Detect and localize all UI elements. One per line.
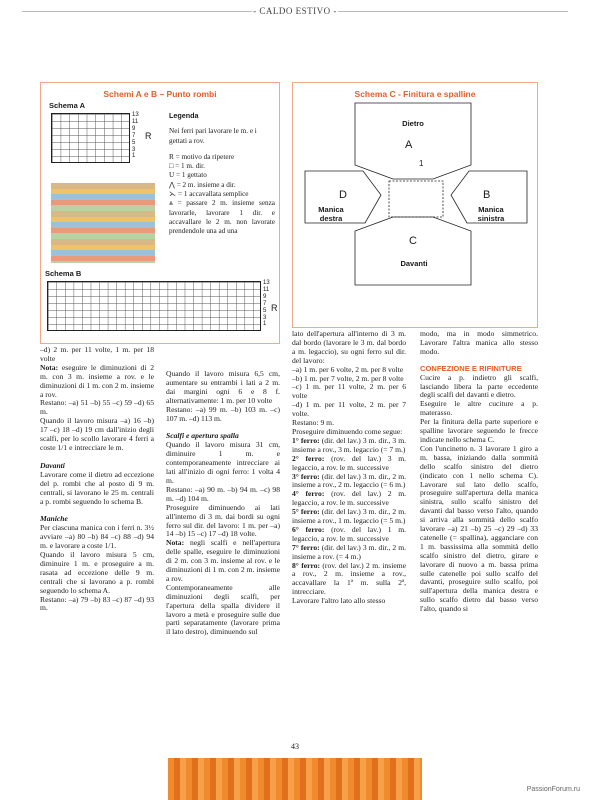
knit-texture-photo (168, 758, 422, 800)
schema-ab-box (40, 82, 280, 344)
page-number: 43 (291, 742, 299, 751)
legend-item-k2tog: ⋀ = 2 m. insieme a dir. (169, 180, 236, 189)
text-column-2: Quando il lavoro misura 6,5 cm, aumentare su entrambi i lati a 2 m. dai margini ogni 6 e 8 f. alternativamente: 1 m. per 10 volte Restano: –a) 99 m. –b) 103 m. –c) 107 m. –d) 113 m. Scalfi e apertura spalla Quando il lavoro misura 31 cm, diminuire 1 m. e contemporaneamente intrecciare ai lati all'inizio di ogni ferro: 1 volta 4 m. Restano: –a) 90 m. –b) 94 m. –c) 98 m. –d) 104 m. Proseguire diminuendo ai lati all'interno di 3 m. dai bordi su ogni ferro sul dir. del lavoro: 1 m. per –a) 14 –b) 15 –c) 17 –d) 18 volte. Nota: negli scalfi e nell'apertura delle spalle, eseguire le diminuzioni di 2 m. con 3 m. insieme al rov. e le diminuzioni di 1 m. con 2 m. insieme a rov. Contemporaneamente alle diminuzioni degli scalfi, per l'apertura della spalla dividere il lavoro a metà e proseguire sulle due parti separatamente (lavorare prima il lato destro), diminuendo sul (166, 369, 280, 637)
legend-intro: Nei ferri pari lavorare le m. e i gettati a rov. (169, 127, 257, 145)
schema-b-label: Schema B (45, 269, 82, 278)
label-manica-destra: Manica destra (318, 205, 344, 223)
legend (169, 111, 275, 237)
heading-maniche: Maniche (40, 514, 68, 524)
text-column-4: modo, ma in modo simmetrico. Lavorare l'altra manica allo stesso modo. CONFEZIONE E RIFINITURE Cucire a p. indietro gli scalfi, lasciando libera la parte eccedente degli scalfi del davanti e dietro. Eseguire le altre cuciture a p. materasso. Per la finitura della parte superiore e spalline lavorare seguendo le frecce indicate nello schema C. Con l'uncinetto n. 3 lavorare 1 giro a m. bassa, iniziando dalla sommità dello scalfo sinistro del dietro (indicato con 1 nello schema C). Lavorare sul lato dello scalfo, proseguire sull'apertura della manica sinistra, sullo scalfo sinistro del davanti dal basso verso l'alto, quando si arriva alla sommità dello scalfo lavorare –a) 21 –b) 25 –c) 29 –d) 33 catenelle (= spallina), agganciare con 1 m. bassissima alla sommità dello scalfo sinistro del dietro, girare e lavorare di nuovo a m. bassa prima sulle catenelle poi sullo scalfo del davanti, proseguire sullo scalfo, poi sull'apertura della manica destra e sullo scalfo dietro dal basso verso l'alto, quando si (420, 329, 538, 614)
schema-c-box (292, 82, 538, 328)
schema-a-row-numbers: 13 11 9 7 5 3 1 (132, 112, 139, 160)
heading-confezione: CONFEZIONE E RIFINITURE (420, 363, 522, 373)
legend-item-ssk: ⋋ = 1 accavallata semplice (169, 190, 249, 199)
text-column-3: lato dell'apertura all'interno di 3 m. dal bordo (lavorare le 3 m. dal bordo a m. legaccio), su ogni ferro sul dir. del lavoro: –a) 1 m. per 6 volte, 2 m. per 8 volte –b) 1 m. per 7 volte, 2 m. per 8 volte –c) 1 m. per 11 volte, 2 m. per 6 volte –d) 1 m. per 11 volte, 2 m. per 7 volte. Restano: 9 m. Proseguire diminuendo come segue: 1° ferro: (dir. del lav.) 3 m. dir., 3 m. insieme a rov., 3 m. legaccio (= 7 m.) 2° ferro: (rov. del lav.) 3 m. legaccio, a rov. le m. successive 3° ferro: (dir. del lav.) 3 m. dir., 2 m. insieme a rov., 2 m. legaccio (= 6 m.) 4° ferro: (rov. del lav.) 2 m. legaccio, a rov. le m. successive 5° ferro: (dir. del lav.) 3 m. dir., 2 m. insieme a rov., 1 m. legaccio (= 5 m.) 6° ferro: (rov. del lav.) 1 m. legaccio, a rov. le m. successive 7° ferro: (dir. del lav.) 3 m. dir., 2 m. insieme a rov. (= 4 m.) 8° ferro: (rov. del lav.) 2 m. insieme a rov., 2 m. insieme a rov., accavallare la 1ª m. sulla 2ª, intrecciare. Lavorare l'altro lato allo stesso (292, 329, 407, 606)
heading-davanti: Davanti (40, 460, 65, 470)
legend-item-double-dec: ⩓ = passare 2 m. insieme senza lavorarle, lavorare 1 dir. e accavallare le 2 m. non lavorate prendendole una ad una (169, 199, 275, 236)
header-rule-right (338, 11, 568, 12)
legend-item-knit: □ = 1 m. dir. (169, 162, 205, 171)
label-davanti: Davanti (400, 259, 428, 268)
label-dietro: Dietro (402, 119, 424, 128)
schema-b-row-numbers: 13 11 9 7 5 3 1 (263, 280, 270, 328)
schema-a-marker: R (145, 131, 152, 141)
legend-title: Legenda (169, 111, 199, 120)
schema-b-marker: R (271, 303, 278, 313)
heading-scalfi: Scalfi e apertura spalla (166, 431, 239, 441)
letter-a: A (405, 139, 413, 151)
running-header: - CALDO ESTIVO - (253, 6, 337, 16)
legend-item-yarnover: U = 1 gettato (169, 171, 207, 180)
schema-a-grid (51, 113, 130, 163)
text-column-1: –d) 2 m. per 11 volte, 1 m. per 18 volte Nota: eseguire le diminuzioni di 2 m. con 3 m. insieme a rov. e le diminuzioni di 1 m. con 2 m. insieme a rov. Restano: –a) 51 –b) 55 –c) 59 –d) 65 m. Quando il lavoro misura –a) 16 –b) 17 –c) 18 –d) 19 cm dall'inizio degli scalfi, per lo scollo lavorare 4 ferri a coste 1/1 e intrecciare le m. Davanti Lavorare come il dietro ad eccezione del p. rombi che al posto di 9 m. centrali, si lavorano le 25 m. centrali a p. rombi seguendo lo schema B. Maniche Per ciascuna manica con i ferri n. 3½ avviare –a) 80 –b) 84 –c) 88 –d) 94 m. e lavorare a coste 1/1. Quando il lavoro misura 5 cm, diminuire 1 m. e proseguire a m. rasata ad eccezione delle 9 m. centrali che si lavorano a p. rombi seguendo lo schema A. Restano: –a) 79 –b) 83 –c) 87 –d) 93 m. (40, 345, 154, 613)
letter-b: B (483, 189, 491, 201)
schema-ab-title: Schemi A e B – Punto rombi (103, 89, 217, 99)
schema-b-grid (47, 281, 261, 331)
schema-c-title: Schema C - Finitura e spalline (354, 89, 476, 99)
watermark: PassionForum.ru (526, 786, 580, 793)
neck-outline (389, 181, 443, 217)
marker-1: 1 (419, 159, 424, 168)
letter-c: C (409, 235, 417, 247)
davanti-shape (355, 217, 471, 285)
knit-swatch-photo (51, 183, 155, 263)
legend-item-repeat: R = motivo da ripetere (169, 152, 235, 161)
label-manica-sinistra: Manica sinistra (477, 205, 505, 223)
schema-a-label: Schema A (49, 101, 85, 110)
dietro-shape (355, 103, 471, 179)
header-rule-left (22, 11, 252, 12)
letter-d: D (339, 189, 347, 201)
